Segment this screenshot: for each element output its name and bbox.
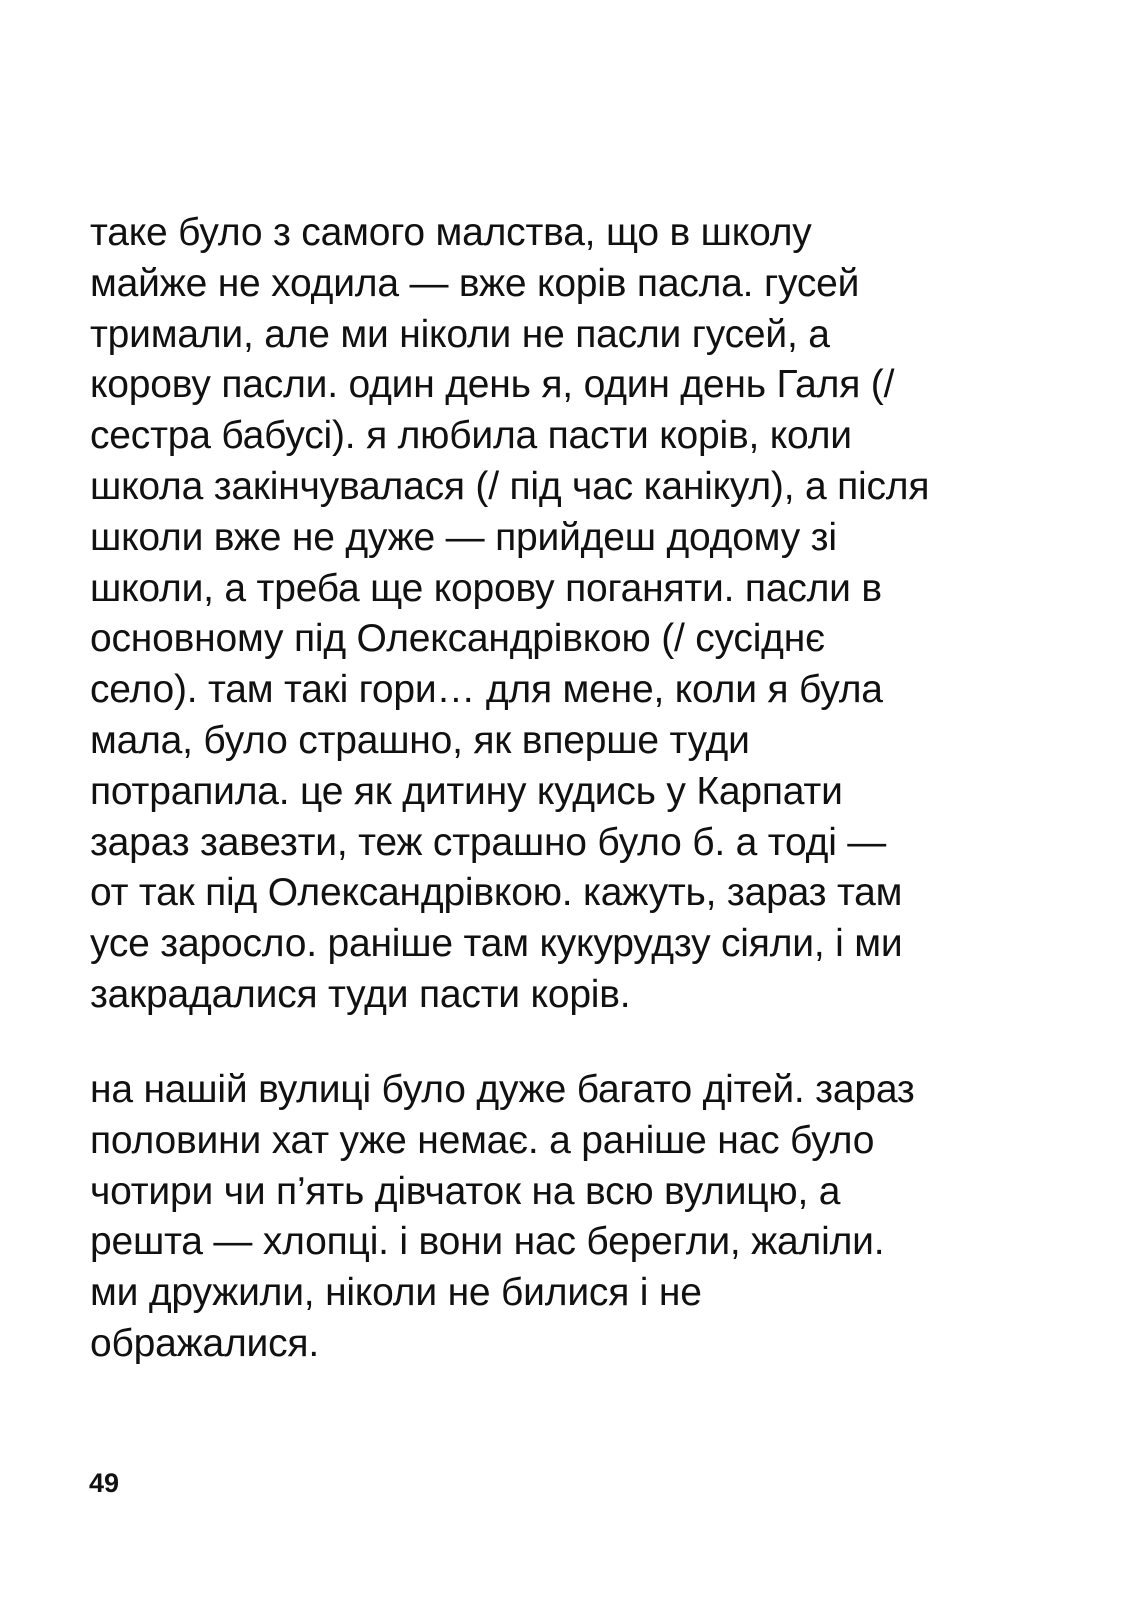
text-line: усе заросло. раніше там кукурудзу сіяли, і ми (90, 922, 903, 966)
text-line: майже не ходила — вже корів пасла. гусей (90, 261, 860, 305)
text-line: школа закінчувалася (/ під час канікул), а після (90, 464, 930, 508)
text-line: зараз завезти, теж страшно було б. а тоді — (90, 820, 887, 864)
text-line: школи, а треба ще корову поганяти. пасли в (90, 566, 882, 610)
text-line: закрадалися туди пасти корів. (90, 972, 631, 1016)
text-line: половини хат уже немає. а раніше нас було (90, 1118, 875, 1162)
text-line: мала, було страшно, як вперше туди (90, 718, 750, 762)
text-line: ображалися. (90, 1321, 319, 1365)
text-line: тримали, але ми ніколи не пасли гусей, а (90, 312, 830, 356)
text-line: решта — хлопці. і вони нас берегли, жаліли. (90, 1220, 885, 1264)
text-line: корову пасли. один день я, один день Галя (/ (90, 363, 895, 407)
text-line: потрапила. це як дитину кудись у Карпати (90, 769, 843, 813)
text-line: сестра бабусі). я любила пасти корів, коли (90, 414, 852, 458)
text-line: село). там такі гори… для мене, коли я була (90, 668, 883, 712)
page-number: 49 (89, 1468, 120, 1498)
text-line: ми дружили, ніколи не билися і не (90, 1271, 702, 1315)
text-line: таке було з самого малства, що в школу (90, 211, 812, 254)
text-line: основному під Олександрівкою (/ сусіднє (90, 617, 825, 661)
text-line: чотири чи п’ять дівчаток на всю вулицю, а (90, 1169, 841, 1213)
text-line: школи вже не дуже — прийдеш додому зі (90, 515, 837, 559)
text-line: на нашій вулиці було дуже багато дітей. зараз (90, 1068, 915, 1111)
text-line: от так під Олександрівкою. кажуть, зараз там (90, 871, 903, 915)
paragraph-1 (90, 208, 1050, 1021)
paragraph-2 (90, 1065, 1050, 1370)
